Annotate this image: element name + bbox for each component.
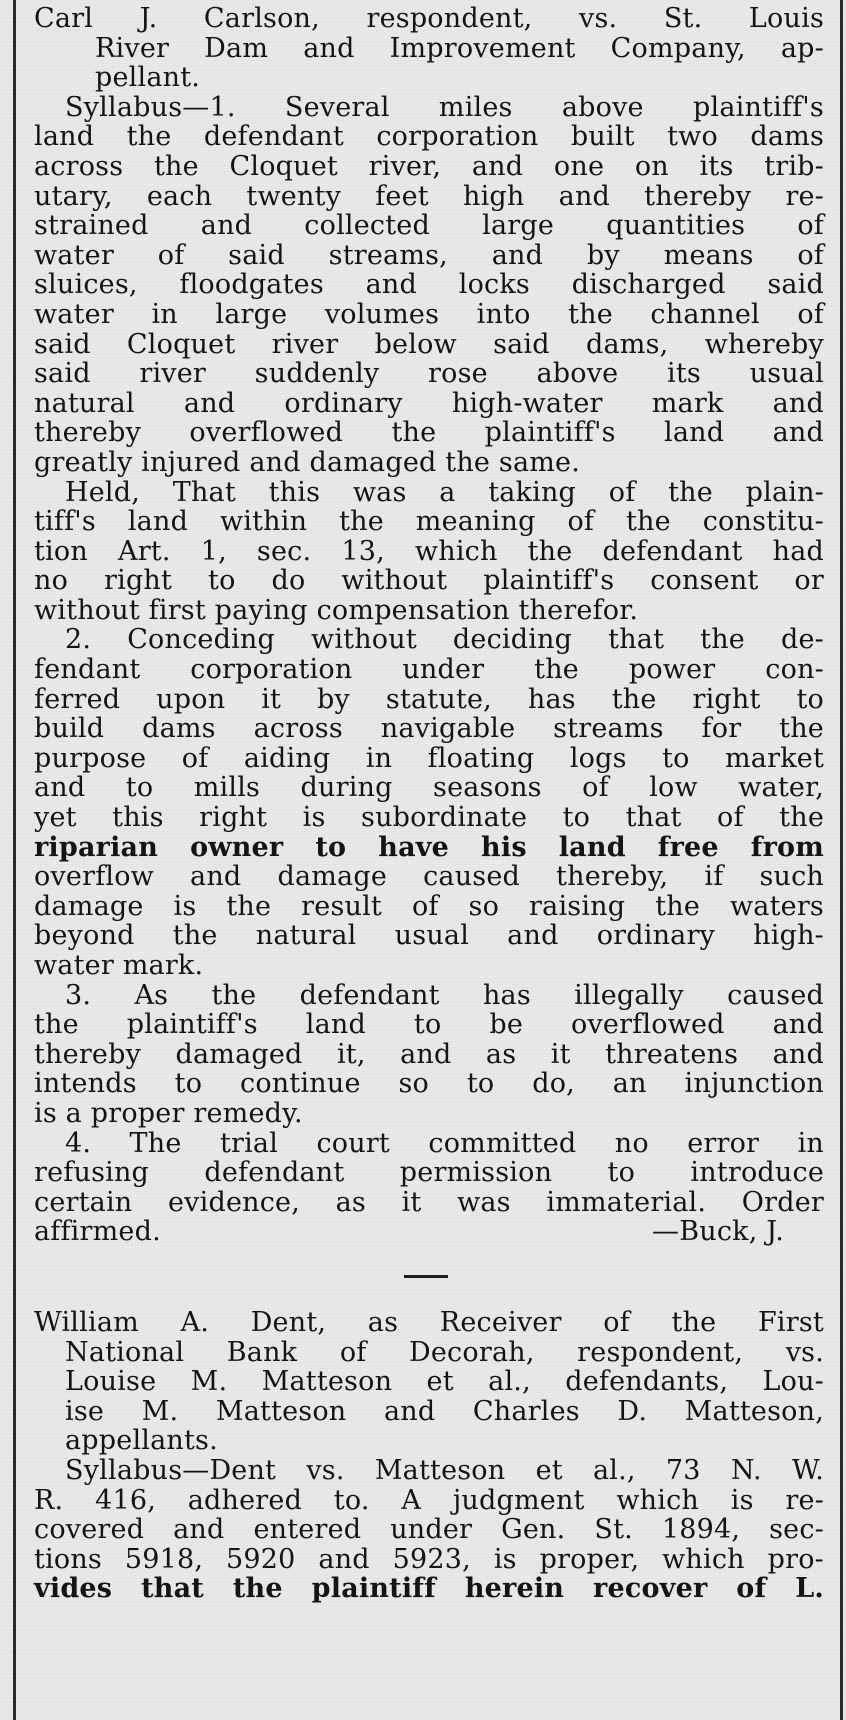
- point-2-line: ferred upon it by statute, has the right to: [34, 683, 824, 715]
- syllabus-line: water in large volumes into the channel of: [34, 298, 824, 330]
- point-2-line: and to mills during seasons of low water,: [34, 772, 824, 804]
- point-2-line: fendant corporation under the power con-: [34, 654, 824, 686]
- point-2-line: damage is the result of so raising the waters: [34, 890, 824, 922]
- syllabus-line: R. 416, adhered to. A judgment which is re-: [34, 1484, 824, 1516]
- point-2-line: riparian owner to have his land free from: [34, 831, 824, 863]
- syllabus-line: Syllabus—1. Several miles above plaintiff's: [65, 91, 824, 123]
- final-line: [34, 1217, 824, 1247]
- case-title-line: ise M. Matteson and Charles D. Matteson,: [65, 1395, 824, 1427]
- syllabus-line: tions 5918, 5920 and 5923, is proper, which pro-: [34, 1543, 824, 1575]
- case-title-line: pellant.: [95, 62, 201, 94]
- judge-signature: —Buck, J.: [652, 1216, 784, 1248]
- text-column: [34, 4, 824, 1604]
- case-dent: [34, 1308, 824, 1604]
- syllabus-line: thereby overflowed the plaintiff's land and: [34, 417, 824, 449]
- case-title-line: Louise M. Matteson et al., defendants, Lou-: [65, 1366, 824, 1398]
- point-3-line: 3. As the defendant has illegally caused: [65, 979, 824, 1011]
- point-3-line: is a proper remedy.: [34, 1097, 303, 1129]
- syllabus-line: land the defendant corporation built two dams: [34, 121, 824, 153]
- holding-line: tiff's land within the meaning of the constitu-: [34, 506, 824, 538]
- syllabus-line: said river suddenly rose above its usual: [34, 358, 824, 390]
- point-2-line: water mark.: [34, 950, 204, 981]
- syllabus-line: vides that the plaintiff herein recover of L.: [34, 1573, 824, 1605]
- point-4-line: certain evidence, as it was immaterial. Order: [34, 1186, 824, 1218]
- point-4-line: refusing defendant permission to introduce: [34, 1157, 824, 1189]
- point-2-line: yet this right is subordinate to that of the: [34, 802, 824, 834]
- point-4-line: 4. The trial court committed no error in: [65, 1127, 824, 1159]
- point-2-line: build dams across navigable streams for the: [34, 713, 824, 745]
- point-4-line: affirmed.: [34, 1216, 161, 1248]
- syllabus-line: utary, each twenty feet high and thereby re-: [34, 180, 824, 212]
- syllabus-line: Syllabus—Dent vs. Matteson et al., 73 N. W.: [65, 1454, 824, 1486]
- point-2-line: 2. Conceding without deciding that the de-: [65, 624, 824, 656]
- case-title-line: River Dam and Improvement Company, ap-: [95, 32, 824, 64]
- case-title-line: Carl J. Carlson, respondent, vs. St. Louis: [34, 3, 824, 34]
- left-column-rule: [13, 0, 16, 1720]
- point-2-line: purpose of aiding in floating logs to market: [34, 742, 824, 774]
- syllabus-line: water of said streams, and by means of: [34, 239, 824, 271]
- case-title-line: National Bank of Decorah, respondent, vs.: [65, 1336, 824, 1368]
- holding-line: tion Art. 1, sec. 13, which the defendant had: [34, 535, 824, 567]
- holding-line: no right to do without plaintiff's consent or: [34, 565, 824, 597]
- holding-line: Held, That this was a taking of the plain-: [65, 476, 824, 508]
- syllabus-line: strained and collected large quantities of: [34, 210, 824, 242]
- case-separator-rule: [404, 1275, 448, 1278]
- syllabus-line: greatly injured and damaged the same.: [34, 446, 581, 478]
- case-title-line: William A. Dent, as Receiver of the First: [34, 1306, 824, 1338]
- syllabus-line: said Cloquet river below said dams, whereby: [34, 328, 824, 360]
- point-2-line: beyond the natural usual and ordinary high-: [34, 920, 824, 952]
- point-3-line: the plaintiff's land to be overflowed and: [34, 1009, 824, 1041]
- right-column-rule: [840, 0, 843, 1720]
- syllabus-line: across the Cloquet river, and one on its trib-: [34, 150, 824, 182]
- syllabus-line: natural and ordinary high-water mark and: [34, 387, 824, 419]
- point-2-line: overflow and damage caused thereby, if such: [34, 861, 824, 893]
- syllabus-line: covered and entered under Gen. St. 1894, sec-: [34, 1514, 824, 1546]
- point-3-line: thereby damaged it, and as it threatens and: [34, 1038, 824, 1070]
- case-carlson: [34, 4, 824, 1247]
- case-title-line: appellants.: [65, 1425, 218, 1457]
- point-3-line: intends to continue so to do, an injunction: [34, 1068, 824, 1100]
- syllabus-line: sluices, floodgates and locks discharged said: [34, 269, 824, 301]
- holding-line: without first paying compensation therefor.: [34, 594, 639, 626]
